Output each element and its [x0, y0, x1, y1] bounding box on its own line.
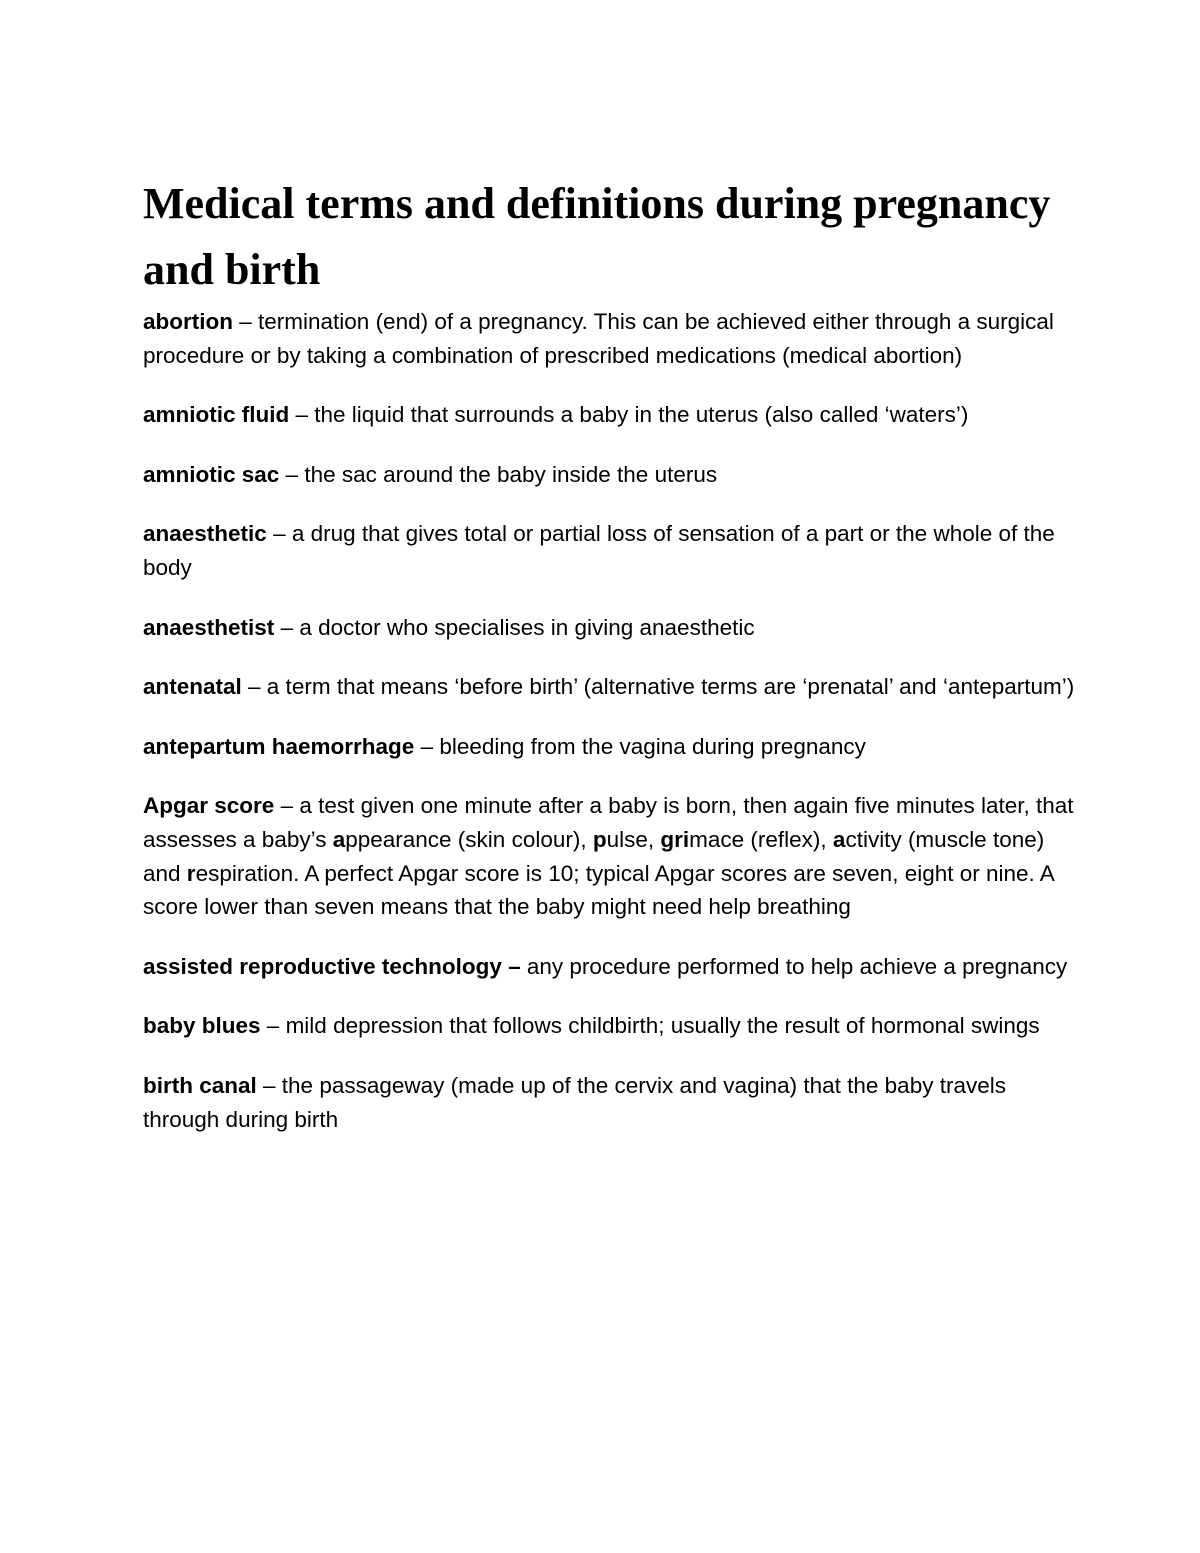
glossary-term: antenatal: [143, 674, 242, 700]
glossary-definition-part: espiration. A perfect Apgar score is 10; typical Apgar scores are seven, eight or nine. A score lower than seven means that the baby might need help breathing: [143, 860, 1054, 920]
page-title: Medical terms and definitions during pregnancy and birth: [143, 179, 1051, 294]
glossary-definition: – a doctor who specialises in giving anaesthetic: [274, 614, 755, 640]
apgar-letter-g: gri: [660, 826, 690, 852]
glossary-definition: – bleeding from the vagina during pregnancy: [414, 733, 866, 759]
glossary-definition-part: – a test given one minute after a baby is born, then again five minutes later, that assesses a baby’s: [143, 793, 1074, 852]
glossary-definition: – the sac around the baby inside the uterus: [279, 461, 718, 487]
glossary-definition-part: mace (reflex),: [689, 826, 833, 852]
glossary-term: Apgar score: [143, 793, 275, 819]
apgar-letter-p: p: [592, 826, 607, 852]
glossary-entry-abortion: [143, 305, 1083, 372]
glossary-definition: – a term that means ‘before birth’ (alternative terms are ‘prenatal’ and ‘antepartum’): [241, 674, 1075, 700]
glossary-entry-assisted-reproductive-technology: [143, 950, 1083, 984]
glossary-entry-antenatal: [143, 670, 1083, 704]
glossary-definition-part: ulse,: [606, 826, 661, 852]
glossary-list: [143, 305, 1083, 1162]
glossary-term: abortion: [143, 309, 233, 334]
glossary-entry-anaesthetic: [143, 517, 1083, 584]
glossary-entry-birth-canal: [143, 1069, 1083, 1136]
glossary-entry-amniotic-fluid: [143, 398, 1083, 432]
glossary-term: birth canal: [143, 1072, 257, 1098]
glossary-definition: – mild depression that follows childbirth; usually the result of hormonal swings: [260, 1013, 1040, 1039]
glossary-term: anaesthetist: [143, 614, 275, 640]
glossary-definition: – the passageway (made up of the cervix and vagina) that the baby travels through during birth: [143, 1072, 1006, 1132]
glossary-definition-part: ppearance (skin colour),: [345, 826, 593, 852]
glossary-term: assisted reproductive technology –: [143, 953, 521, 979]
glossary-term: baby blues: [143, 1013, 261, 1039]
apgar-letter-a2: a: [832, 826, 846, 852]
glossary-entry-antepartum-haemorrhage: [143, 730, 1083, 764]
glossary-entry-amniotic-sac: [143, 458, 1083, 492]
glossary-definition: – a drug that gives total or partial loss of sensation of a part or the whole of the body: [143, 521, 1055, 580]
glossary-term: amniotic fluid: [143, 402, 290, 428]
glossary-entry-apgar-score: [143, 789, 1083, 923]
glossary-entry-anaesthetist: [143, 611, 1083, 645]
glossary-term: amniotic sac: [143, 461, 280, 487]
glossary-definition: any procedure performed to help achieve a pregnancy: [520, 953, 1068, 979]
glossary-definition-part: ctivity (muscle tone) and: [143, 826, 1045, 886]
apgar-letter-a: a: [332, 826, 346, 852]
glossary-term: antepartum haemorrhage: [143, 733, 415, 759]
apgar-letter-r: r: [186, 860, 196, 886]
glossary-term: anaesthetic: [143, 521, 267, 547]
glossary-definition: – the liquid that surrounds a baby in the uterus (also called ‘waters’): [289, 402, 969, 428]
glossary-definition: – termination (end) of a pregnancy. This can be achieved either through a surgical procedure or by taking a combination of prescribed medications (medical abortion): [143, 309, 1054, 368]
glossary-entry-baby-blues: [143, 1009, 1083, 1043]
